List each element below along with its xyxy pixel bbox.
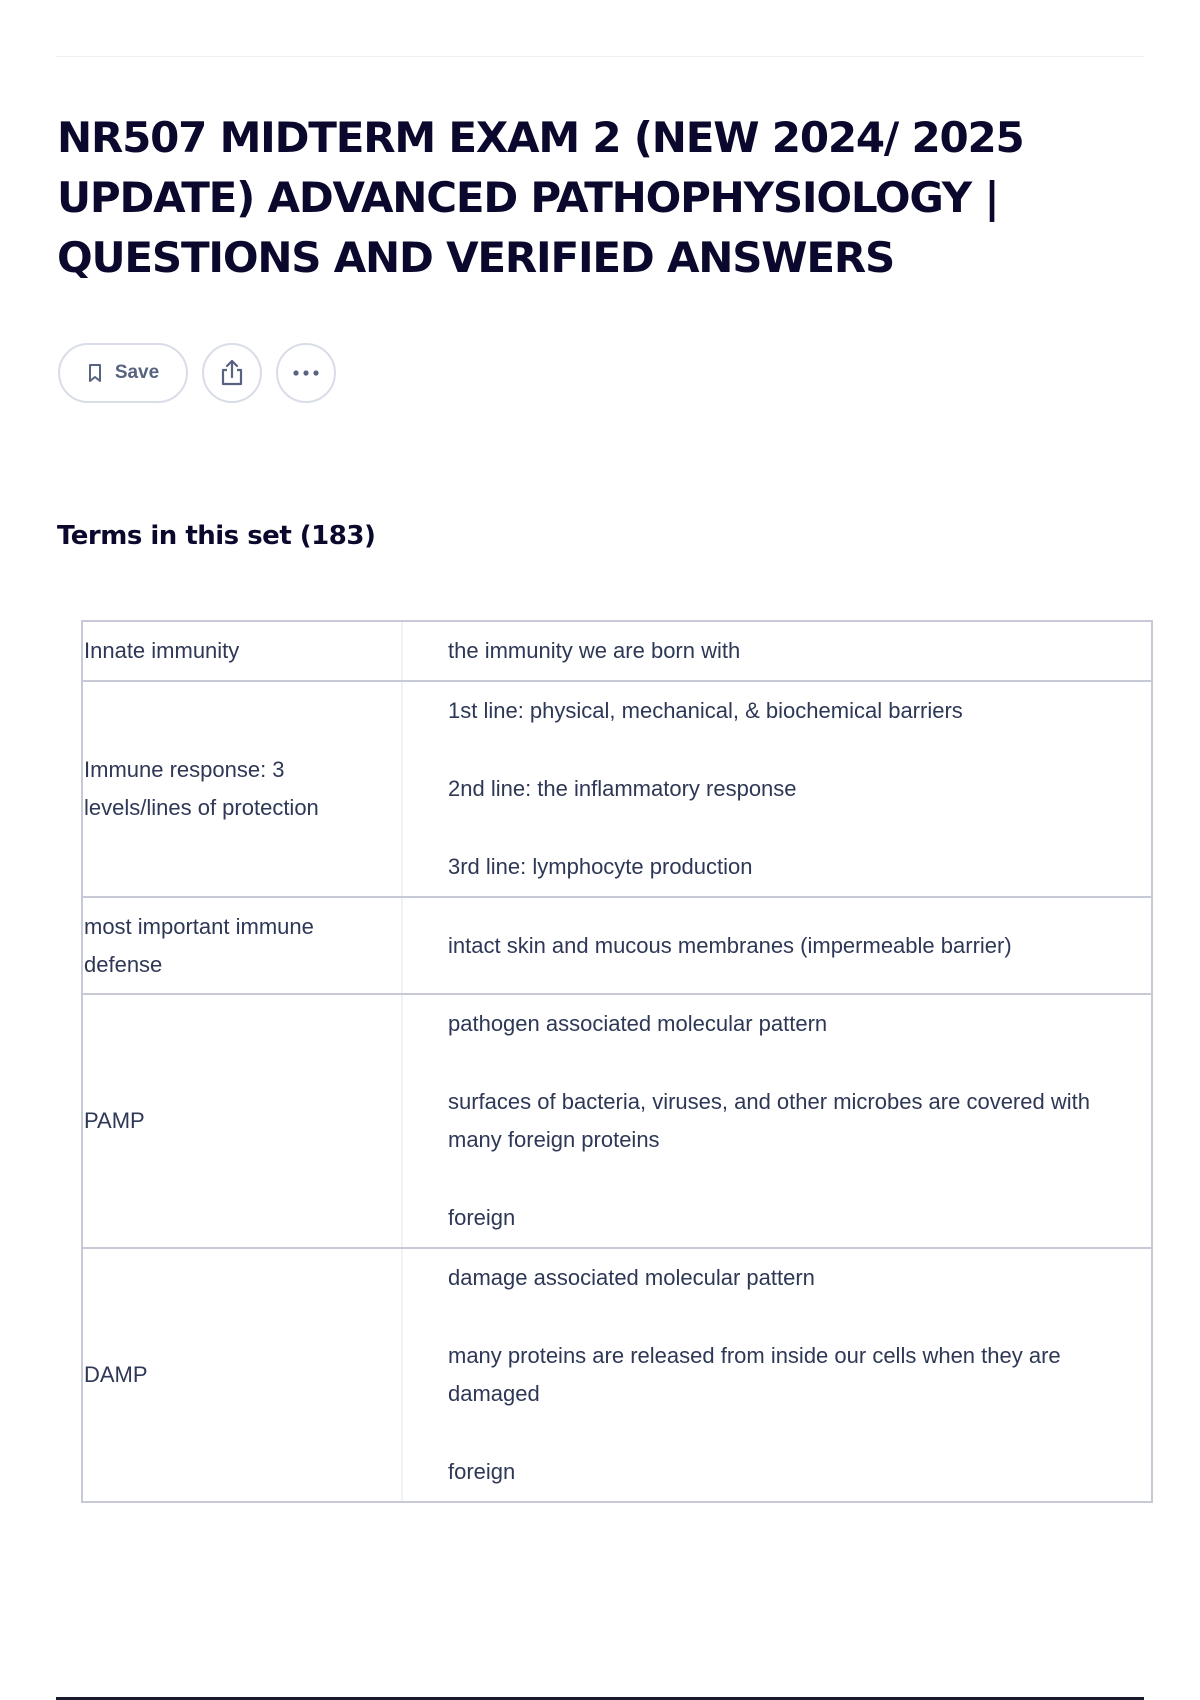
- share-button[interactable]: [202, 343, 262, 403]
- term-definition: [403, 1249, 1151, 1501]
- definition-line: pathogen associated molecular pattern: [448, 1011, 828, 1036]
- term-word: PAMP: [83, 995, 403, 1247]
- definition-line: the immunity we are born with: [448, 638, 741, 663]
- definition-line: damage associated molecular pattern: [448, 1265, 815, 1290]
- share-icon: [218, 358, 246, 388]
- definition-line: 1st line: physical, mechanical, & biochemical barriers: [448, 698, 963, 723]
- more-options-button[interactable]: [276, 343, 336, 403]
- page-title: NR507 MIDTERM EXAM 2 (NEW 2024/ 2025 UPDATE) ADVANCED PATHOPHYSIOLOGY | QUESTIONS AND VERIFIED ANSWERS: [57, 113, 1024, 282]
- terms-heading: Terms in this set (183): [57, 521, 376, 551]
- save-button[interactable]: [58, 343, 188, 403]
- term-definition: [403, 622, 1151, 680]
- term-row: [83, 680, 1151, 896]
- term-row: [83, 896, 1151, 993]
- term-word: Immune response: 3 levels/lines of protection: [83, 682, 403, 896]
- more-icon: [292, 369, 320, 377]
- term-row: [83, 993, 1151, 1247]
- term-definition: [403, 682, 1151, 896]
- definition-line: many proteins are released from inside our cells when they are damaged: [448, 1343, 1061, 1406]
- save-label: Save: [114, 362, 160, 383]
- term-row: [83, 1247, 1151, 1501]
- term-row: [83, 622, 1151, 680]
- terms-table: [81, 620, 1153, 1503]
- definition-line: 2nd line: the inflammatory response: [448, 776, 797, 801]
- term-word: most important immune defense: [83, 898, 403, 993]
- definition-line: surfaces of bacteria, viruses, and other microbes are covered with many foreign proteins: [448, 1089, 1090, 1152]
- top-divider: [56, 56, 1144, 57]
- definition-line: 3rd line: lymphocyte production: [448, 854, 753, 879]
- bookmark-icon: [87, 363, 103, 383]
- term-word: DAMP: [83, 1249, 403, 1501]
- term-word: Innate immunity: [83, 622, 403, 680]
- definition-line: foreign: [448, 1205, 516, 1230]
- action-bar: [58, 343, 350, 403]
- term-definition: [403, 995, 1151, 1247]
- definition-line: intact skin and mucous membranes (impermeable barrier): [448, 932, 1012, 958]
- term-definition: [403, 898, 1151, 993]
- definition-line: foreign: [448, 1459, 516, 1484]
